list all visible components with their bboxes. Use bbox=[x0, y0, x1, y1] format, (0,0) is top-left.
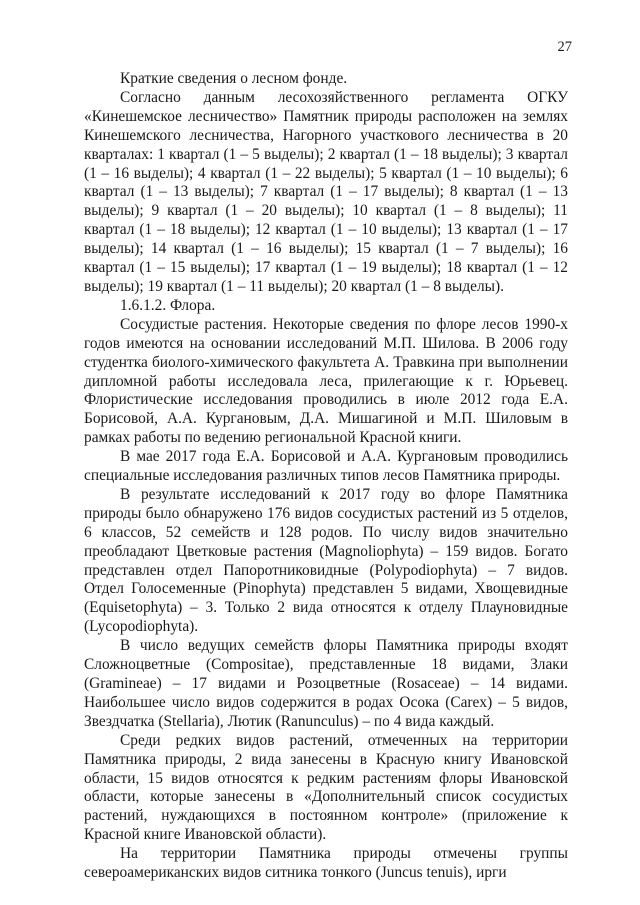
paragraph-forestry-regulation: Согласно данным лесохозяйственного регламента ОГКУ «Кинешемское лесничество» Памятник природы расположен на землях Кинешемского лесничества, Нагорного участкового лесничества в 20 кварталах: 1 квартал (1 – 5 выделы); 2 квартал (1 – 18 выделы); 3 квартал (1 – 16 выделы); 4 квартал (1 – 22 выделы); 5 квартал (1 – 10 выделы); 6 квартал (1 – 13 выделы); 7 квартал (1 – 17 выделы); 8 квартал (1 – 13 выделы); 9 квартал (1 – 20 выделы); 10 квартал (1 – 8 выделы); 11 квартал (1 – 18 выделы); 12 квартал (1 – 10 выделы); 13 квартал (1 – 17 выделы); 14 квартал (1 – 16 выделы); 15 квартал (1 – 7 выделы); 16 квартал (1 – 15 выделы); 17 квартал (1 – 19 выделы); 18 квартал (1 – 12 выделы); 19 квартал (1 – 11 выделы); 20 квартал (1 – 8 выделы). bbox=[84, 88, 568, 295]
body-text bbox=[84, 70, 568, 883]
paragraph-vascular-plants-history: Сосудистые растения. Некоторые сведения по флоре лесов 1990-х годов имеются на основании исследований М.П. Шилова. В 2006 году студентка биолого-химического факультета А. Травкина при выполнении дипломной работы исследовала леса, прилегающие к г. Юрьевец. Флористические исследования проводились в июле 2012 года Е.А. Борисовой, А.А. Кургановым, Д.А. Мишагиной и М.П. Шиловым в рамках работы по ведению региональной Красной книги. bbox=[84, 315, 568, 447]
paragraph-flora-heading: 1.6.1.2. Флора. bbox=[120, 296, 216, 314]
paragraph-rare-species: Среди редких видов растений, отмеченных на территории Памятника природы, 2 вида занесены в Красную книгу Ивановской области, 15 видов относятся к редким растениям флоры Ивановской области, которые занесены в «Дополнительный список сосудистых растений, нуждающихся в постоянном контроле» (приложение к Красной книге Ивановской области). bbox=[84, 731, 568, 844]
paragraph-leading-families: В число ведущих семейств флоры Памятника природы входят Сложноцветные (Compositae), представленные 18 видами, Злаки (Gramineae) – 17 видами и Розоцветные (Rosaceae) – 14 видами. Наибольшее число видов содержится в родах Осока (Carex) – 5 видов, Звездчатка (Stellaria), Лютик (Ranunculus) – по 4 вида каждый. bbox=[84, 637, 568, 730]
paragraph-2017-research: В мае 2017 года Е.А. Борисовой и А.А. Кургановым проводились специальные исследования различных типов лесов Памятника природы. bbox=[84, 448, 568, 485]
paragraph-species-count: В результате исследований к 2017 году во флоре Памятника природы было обнаружено 176 видов сосудистых растений из 5 отделов, 6 классов, 52 семейств и 128 родов. По числу видов значительно преобладают Цветковые растения (Magnoliophyta) – 159 видов. Богато представлен отдел Папоротниковидные (Polypodiophyta) – 7 видов. Отдел Голосеменные (Pinophyta) представлен 5 видами, Хвощевидные (Equisetophyta) – 3. Только 2 вида относятся к отделу Плауновидные (Lycopodiophyta). bbox=[84, 485, 568, 636]
paragraph-forest-fund-heading: Краткие сведения о лесном фонде. bbox=[120, 70, 348, 87]
page-number: 27 bbox=[557, 39, 572, 55]
paragraph-north-american-species: На территории Памятника природы отмечены группы североамериканских видов ситника тонкого (Juncus tenuis), ирги bbox=[84, 845, 568, 882]
